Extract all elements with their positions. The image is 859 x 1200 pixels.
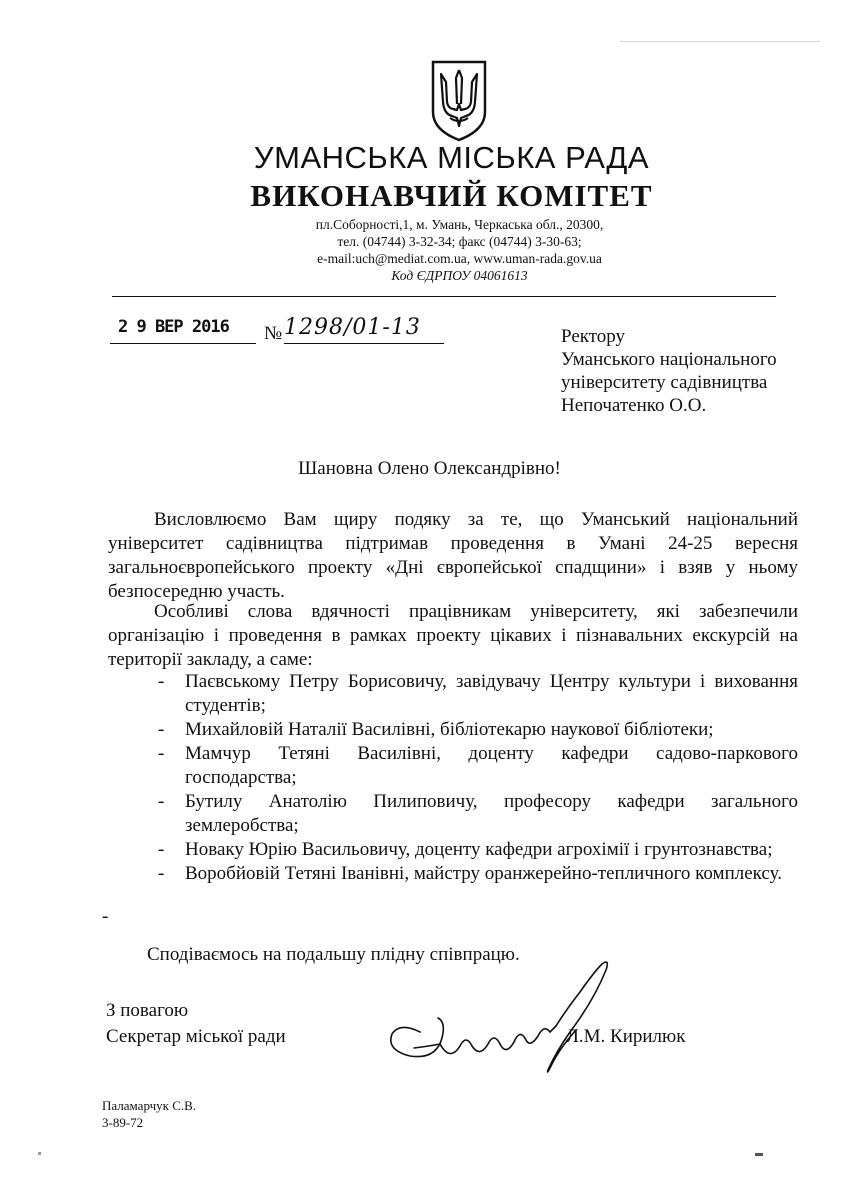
number-underline <box>284 343 444 344</box>
list-item: - Воробйовій Тетяні Іванівні, майстру оранжерейно-тепличного комплексу. <box>158 863 782 884</box>
executor-phone: 3-89-72 <box>102 1115 144 1130</box>
address-line: пл.Соборності,1, м. Умань, Черкаська обл., 20300, <box>315 217 604 232</box>
addressee-org-line2: університету садівництва <box>561 372 768 393</box>
code-line: Код ЄДРПОУ 04061613 <box>391 268 528 283</box>
addressee-title: Ректору <box>561 326 626 347</box>
number-label: № <box>264 323 283 344</box>
council-title: УМАНСЬКА МІСЬКА РАДА <box>253 140 650 175</box>
date-underline <box>110 343 256 344</box>
list-dash: - <box>158 671 165 692</box>
list-dash: - <box>158 719 165 740</box>
list-dash: - <box>158 791 165 812</box>
web-line: e-mail:uch@mediat.com.ua, www.uman-rada.gov.ua <box>317 251 602 266</box>
list-item: - Мамчур Тетяні Василівні, доценту кафедри садово-паркового господарства; <box>158 743 798 788</box>
list-dash: - <box>158 863 165 884</box>
staff-list <box>158 670 798 886</box>
scan-speck <box>38 1152 41 1155</box>
addressee-org-line1: Уманського національного <box>561 349 777 370</box>
handwritten-signature-icon <box>380 952 620 1082</box>
coat-of-arms-icon <box>430 60 488 142</box>
addressee-name: Непочатенко О.О. <box>561 395 707 416</box>
body-paragraph-2: Особливі слова вдячності працівникам університету, які забезпечили організацію і проведення в рамках проекту цікавих і пізнавальних екскурсій на території закладу, а саме: <box>108 601 798 670</box>
signer-position: Секретар міської ради <box>106 1026 286 1047</box>
registration-date-stamp: 2 9 ВЕР 2016 <box>118 317 229 337</box>
closing-sentence: Сподіваємось на подальшу плідну співпрацю. <box>147 944 520 965</box>
list-dash: - <box>158 839 165 860</box>
phone-line: тел. (04744) 3-32-34; факс (04744) 3-30-63; <box>337 234 582 249</box>
regards-text: З повагою <box>106 1000 189 1021</box>
list-dash: - <box>158 743 165 764</box>
list-item: - Михайловій Наталії Василівні, бібліотекарю наукової бібліотеки; <box>158 719 714 740</box>
signer-name: Л.М. Кирилюк <box>566 1026 686 1047</box>
list-item: - Бутилу Анатолію Пилиповичу, професору кафедри загального землеробства; <box>158 791 798 836</box>
salutation: Шановна Олено Олександрівно! <box>298 458 561 479</box>
body-paragraph-1: Висловлюємо Вам щиру подяку за те, що Уманський національний університет садівництва підтримав проведення в Умані 24-25 вересня загальноєвропейського проекту «Дні європейської спадщини» і взяв у ньому безпосередню участь. <box>108 509 798 602</box>
scan-speck <box>755 1153 763 1156</box>
list-item: - Новаку Юрію Васильовичу, доценту кафедри агрохімії і грунтознавства; <box>158 839 773 860</box>
registration-number: 1298/01-13 <box>284 315 421 340</box>
stray-list-dash: - <box>102 906 109 927</box>
scan-speck <box>620 41 820 42</box>
list-item: - Паєвському Петру Борисовичу, завідувачу Центру культури і виховання студентів; <box>158 671 798 716</box>
header-divider <box>112 296 776 297</box>
executor-name: Паламарчук С.В. <box>102 1098 197 1113</box>
committee-title: ВИКОНАВЧИЙ КОМІТЕТ <box>250 178 653 213</box>
